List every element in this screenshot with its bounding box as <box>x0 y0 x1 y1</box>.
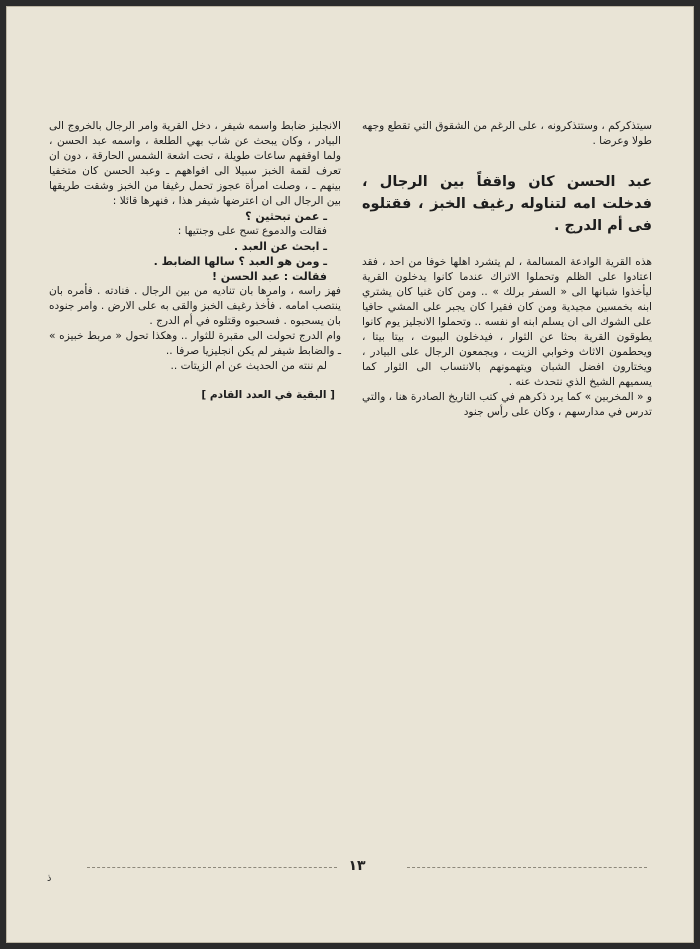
page-number: ١٣ <box>348 858 366 874</box>
footer-rule-right <box>407 867 647 868</box>
dialogue-line-2: ـ ابحث عن العبد . <box>233 240 327 253</box>
dialogue-line-3: ـ ومن هو العبد ؟ سالها الضابط . <box>153 255 327 268</box>
corner-mark: ذ <box>47 873 52 884</box>
body-paragraph-6: لم ننته من الحديث عن ام الزيتات .. <box>170 360 327 372</box>
left-column <box>49 119 341 403</box>
body-paragraph-1: هذه القرية الوادعة المسالمة ، لم يتشرد اهلها خوفا من احد ، فقد اعتادوا على الظلم وتحملوا الاتراك عندما كانوا يدخلون القرية ليأخذوا شبانها الى « السفر برلك » .. ومن كان غنيا كان يشتري ابنه بخمسين مجيدية ومن كان فقيرا كان يجبر على المشي حافيا على الشوك الى ان يسلم ابنه او نفسه .. وتحملوا الانجليز يوم كانوا يطوقون القرية بحثا عن الثوار ، فيدخلون البيوت ، بيتا بيتا ، ويحطمون الاثاث وخوابي الزيت ، ويجمعون الرجال على البيادر ، ويختارون افضل الشبان ويتهمونهم بالانتساب الى الثوار كما يسميهم الشيخ الذي نتحدث عنه . <box>362 256 652 388</box>
dialogue-line-4: فقالت : عبد الحسن ! <box>211 270 327 283</box>
dialogue-line-1: ـ عمن تبحثين ؟ <box>245 210 327 223</box>
body-paragraph-3: الانجليز ضابط واسمه شيفر ، دخل القرية وامر الرجال بالخروج الى البيادر ، وكان يبحث عن شاب بهي الطلعة ، واسمه عبد الحسن ، ولما اوقفهم ساعات طويلة ، تحت اشعة الشمس الحارقة ، دون ان تعرف لقمة الخبز سبيلا الى افواههم ـ وعبد الحسن كان متخفيا بينهم ـ ، وصلت امرأة عجوز تحمل رغيفا من الخبز وشقت طريقها بين الرجال الى ان اعترضها شيفر هذا ، فنهرها قائلا : <box>49 120 341 207</box>
body-paragraph-4: فهز راسه ، وامرها بان تناديه من بين الرجال . فنادته . فأمره بان ينتصب امامه . فأخذ رغيف الخبز والقى به على الارض . وامر جنوده بان يسحبوه . فسحبوه وقتلوه في أم الدرج . <box>49 285 341 327</box>
footer-rule-left <box>87 867 337 868</box>
body-paragraph-5: وام الدرج تحولت الى مقبرة للثوار .. وهكذا تحول « مربط خبيزه » ـ والضابط شيفر لم يكن انجليزيا صرفا .. <box>49 330 341 357</box>
narration-line: فقالت والدموع تسح على وجنتيها : <box>177 225 327 237</box>
intro-paragraph: سيتذكركم ، وستتذكرونه ، على الرغم من الشقوق التي تقطع وجهه طولا وعرضا . <box>362 120 652 147</box>
right-column <box>362 119 652 420</box>
magazine-page <box>6 6 694 943</box>
continued-note: [ البقية في العدد القادم ] <box>201 389 335 401</box>
body-paragraph-2: و « المخربين » كما يرد ذكرهم في كتب التاريخ الصادرة هنا ، والتي تدرس في مدارسهم ، وكان على رأس جنود <box>362 391 652 418</box>
article-headline: عبد الحسن كان واقفاً بين الرجال ، فدخلت امه لتناوله رغيف الخبز ، فقتلوه فى أم الدرج . <box>362 174 652 234</box>
